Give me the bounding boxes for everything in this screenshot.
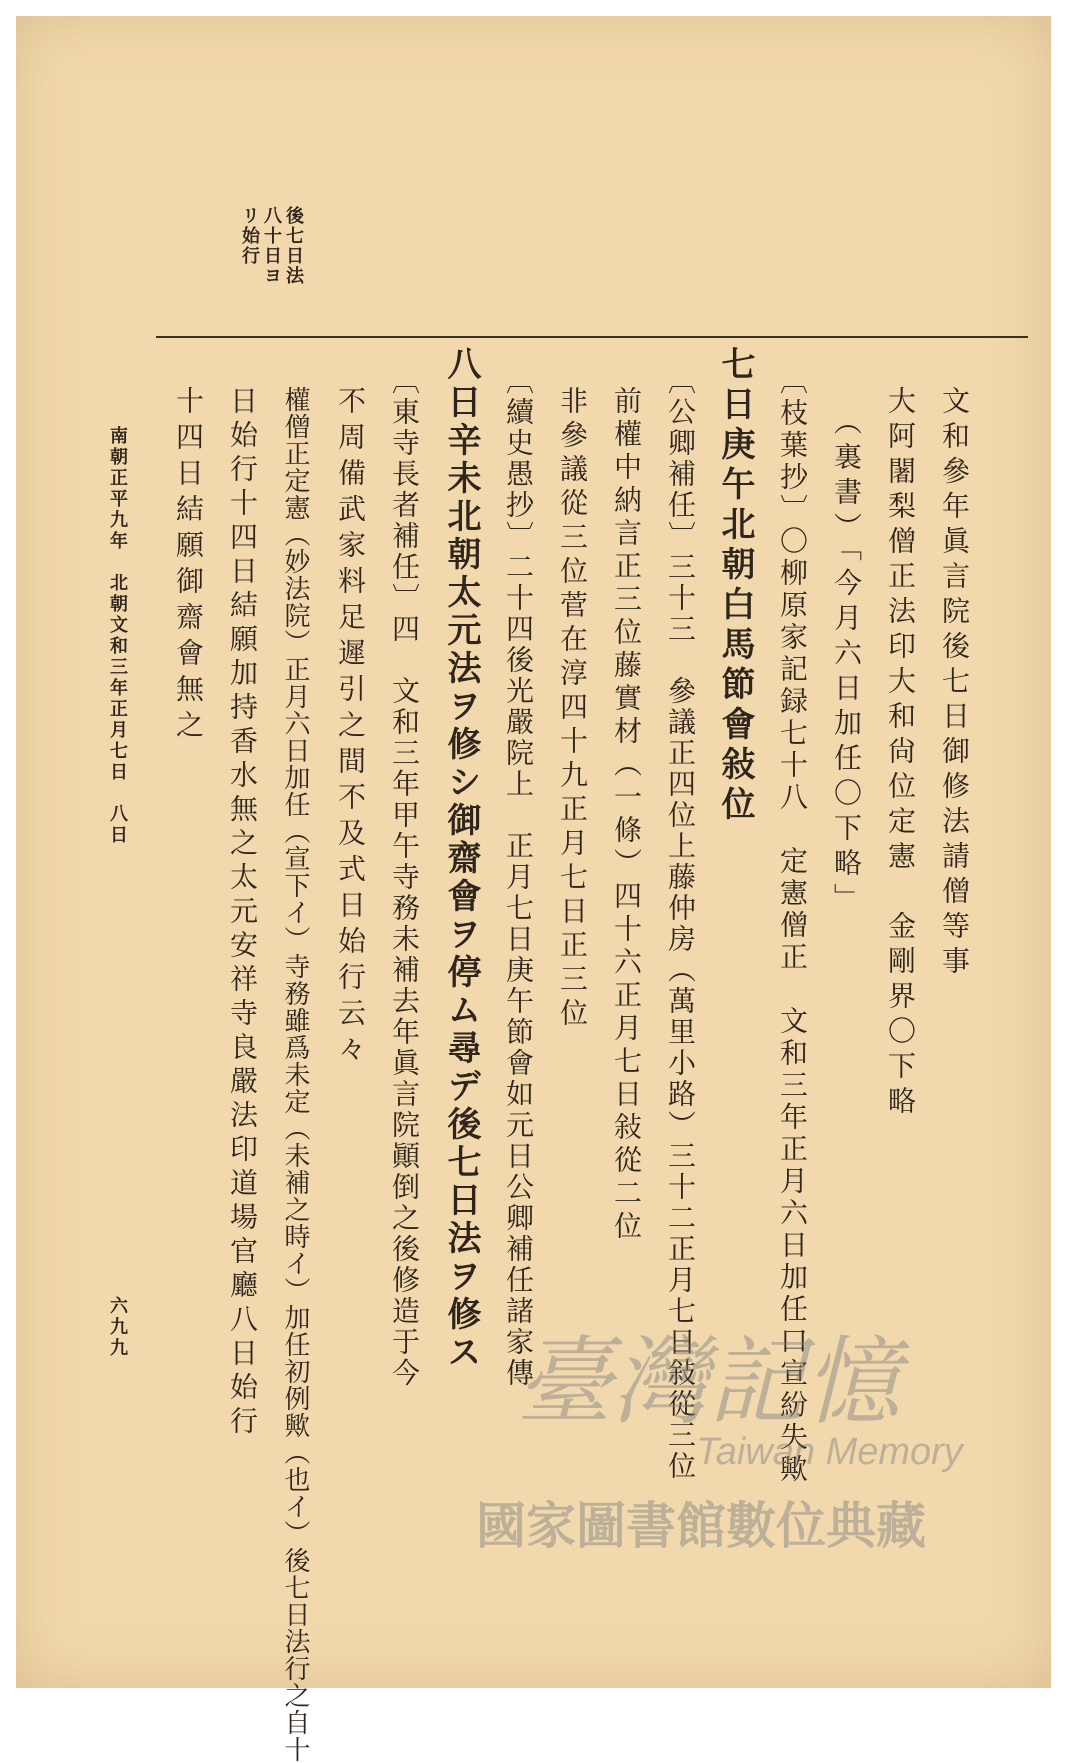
text-column-7: 前權中納言正三位藤實材（一條）四十六正月七日敍從二位	[610, 386, 643, 1244]
margin-note-line-3: リ始行	[239, 206, 260, 266]
watermark-chinese: 國家圖書館數位典藏	[476, 1498, 926, 1554]
text-column-10: 八日辛未北朝太元法ヲ修シ御齋會ヲ停ム尋デ後七日法ヲ修ス	[441, 346, 481, 1372]
header-rule	[156, 336, 1028, 338]
text-column-15: 十四日結願御齋會無之	[172, 386, 205, 746]
text-column-8: 非參議從三位菅在淳四十九正月七日正三位	[556, 386, 589, 1032]
text-column-5: 七日庚午北朝白馬節會敍位	[715, 346, 755, 826]
text-column-6: 〔公卿補任〕三十三 參議正四位上藤仲房（萬里小路）三十二正月七日敍從三位	[664, 366, 697, 1482]
text-column-13: 權僧正定憲（妙法院）正月六日加任（宣下イ）寺務雖爲未定（未補之時イ）加任初例歟（也イ）後七日法行之自十	[280, 386, 310, 1763]
text-column-2: 大阿闍梨僧正法印大和尙位定憲 金剛界〇下略	[884, 386, 917, 1121]
margin-note-line-1: 後七日法	[283, 206, 304, 286]
text-column-3: （裏書）「今月六日加任〇下略」	[830, 386, 863, 918]
page-number: 六九九	[107, 1296, 128, 1359]
running-head: 南朝正平九年 北朝文和三年正月七日 八日	[107, 426, 128, 846]
watermark	[476, 1306, 1036, 1566]
text-column-12: 不周備武家料足遲引之間不及式日始行云々	[334, 386, 367, 1070]
book-page	[16, 16, 1051, 1763]
text-column-9: 〔續史愚抄〕二十四後光嚴院上 正月七日庚午節會如元日公卿補任諸家傳	[502, 366, 535, 1389]
text-column-4: 〔枝葉抄〕〇柳原家記録七十八 定憲僧正 文和三年正月六日加任口宣紛失歟	[776, 366, 809, 1486]
text-column-1: 文和參年眞言院後七日御修法請僧等事	[938, 386, 971, 981]
text-column-14: 日始行十四日結願加持香水無之太元安祥寺良嚴法印道場官廳八日始行	[226, 386, 259, 1440]
watermark-english: Taiwan Memory	[696, 1431, 963, 1473]
margin-note-line-2: 八十日ヨ	[261, 206, 282, 286]
watermark-logo: 臺灣記憶	[516, 1326, 900, 1438]
text-column-11: 〔東寺長者補任〕四 文和三年甲午寺務未補去年眞言院顚倒之後修造于今	[388, 366, 421, 1389]
